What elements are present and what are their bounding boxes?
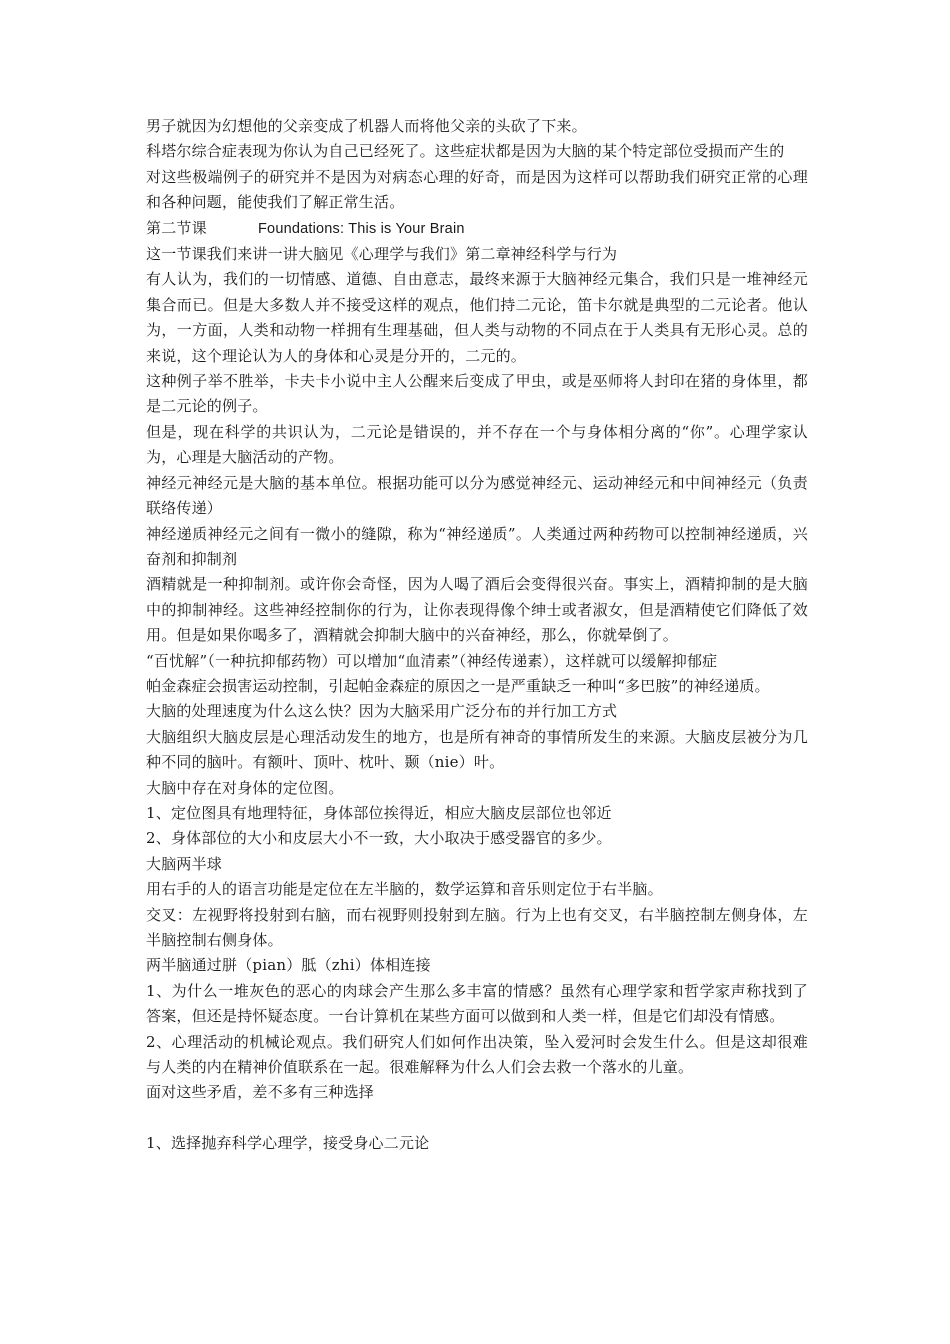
paragraph-three-choices: 面对这些矛盾，差不多有三种选择 — [146, 1083, 375, 1102]
lesson-title: Foundations: This is Your Brain — [258, 220, 465, 237]
blank-line — [146, 1106, 808, 1131]
paragraph-intro: 这一节课我们来讲一讲大脑见《心理学与我们》第二章神经科学与行为 — [146, 245, 618, 264]
paragraph-question-2: 2、心理活动的机械论观点。我们研究人们如何作出决策，坠入爱河时会发生什么。但是这却很难与人类的内在精神价值联系在一起。很难解释为什么人们会去救一个落水的儿童。 — [146, 1032, 808, 1077]
paragraph-neurons: 神经元神经元是大脑的基本单位。根据功能可以分为感觉神经元、运动神经元和中间神经元（负责联络传递） — [146, 473, 808, 518]
paragraph-map-point-1: 1、定位图具有地理特征，身体部位挨得近，相应大脑皮层部位也邻近 — [146, 803, 612, 822]
paragraph-robot-father: 男子就因为幻想他的父亲变成了机器人而将他父亲的头砍了下来。 — [146, 117, 587, 135]
document-page — [146, 114, 808, 1157]
paragraph-dualism-examples: 这种例子举不胜举，卡夫卡小说中主人公醒来后变成了甲虫，或是巫师将人封印在猪的身体里，都是二元论的例子。 — [146, 372, 808, 416]
paragraph-cortex: 大脑组织大脑皮层是心理活动发生的地方，也是所有神奇的事情所发生的来源。大脑皮层被分为几种不同的脑叶。有额叶、顶叶、枕叶、颞（nie）叶。 — [146, 727, 808, 772]
paragraph-dualism: 有人认为，我们的一切情感、道德、自由意志，最终来源于大脑神经元集合，我们只是一堆神经元集合而已。但是大多数人并不接受这样的观点，他们持二元论，笛卡尔就是典型的二元论者。他认为，一方面，人类和动物一样拥有生理基础，但人类与动物的不同点在于人类具有无形心灵。总的来说，这个理论认为人的身体和心灵是分开的，二元的。 — [146, 270, 808, 365]
paragraph-alcohol: 酒精就是一种抑制剂。或许你会奇怪，因为人喝了酒后会变得很兴奋。事实上，酒精抑制的是大脑中的抑制神经。这些神经控制你的行为，让你表现得像个绅士或者淑女，但是酒精使它们降低了效用。但是如果你喝多了，酒精就会抑制大脑中的兴奋神经，那么，你就晕倒了。 — [146, 575, 808, 645]
lesson-heading — [146, 216, 808, 242]
paragraph-hemispheres: 大脑两半球 — [146, 854, 223, 873]
paragraph-question-1: 1、为什么一堆灰色的恶心的肉球会产生那么多丰富的情感？虽然有心理学家和哲学家声称找到了答案，但还是持怀疑态度。一台计算机在某些方面可以做到和人类一样，但是它们却没有情感。 — [146, 981, 808, 1026]
paragraph-choice-1: 1、选择抛弃科学心理学，接受身心二元论 — [146, 1134, 430, 1153]
paragraph-parkinson: 帕金森症会损害运动控制，引起帕金森症的原因之一是严重缺乏一种叫“多巴胺”的神经递质。 — [146, 676, 770, 695]
paragraph-map-point-2: 2、身体部位的大小和皮层大小不一致，大小取决于感受器官的多少。 — [146, 829, 612, 848]
paragraph-neurotransmitter: 神经递质神经元之间有一微小的缝隙，称为“神经递质”。人类通过两种药物可以控制神经递质，兴奋剂和抑制剂 — [146, 524, 808, 568]
paragraph-corpus-callosum: 两半脑通过胼（pian）胝（zhi）体相连接 — [146, 956, 431, 975]
paragraph-prozac: “百忧解”（一种抗抑郁药物）可以增加“血清素”（神经传递素），这样就可以缓解抑郁症 — [146, 651, 718, 670]
paragraph-cotard: 科塔尔综合症表现为你认为自己已经死了。这些症状都是因为大脑的某个特定部位受损而产生的 — [146, 142, 785, 161]
paragraph-consensus: 但是，现在科学的共识认为，二元论是错误的，并不存在一个与身体相分离的“你”。心理学家认为，心理是大脑活动的产物。 — [146, 422, 808, 467]
lesson-label: 第二节课 — [146, 218, 207, 237]
paragraph-parallel: 大脑的处理速度为什么这么快？因为大脑采用广泛分布的并行加工方式 — [146, 702, 618, 721]
paragraph-crossing: 交叉：左视野将投射到右脑，而右视野则投射到左脑。行为上也有交叉，右半脑控制左侧身体，左半脑控制右侧身体。 — [146, 905, 808, 949]
paragraph-extreme-examples: 对这些极端例子的研究并不是因为对病态心理的好奇，而是因为这样可以帮助我们研究正常的心理和各种问题，能使我们了解正常生活。 — [146, 167, 808, 212]
paragraph-lateralization: 用右手的人的语言功能是定位在左半脑的，数学运算和音乐则定位于右半脑。 — [146, 880, 663, 899]
paragraph-body-map: 大脑中存在对身体的定位图。 — [146, 778, 344, 797]
